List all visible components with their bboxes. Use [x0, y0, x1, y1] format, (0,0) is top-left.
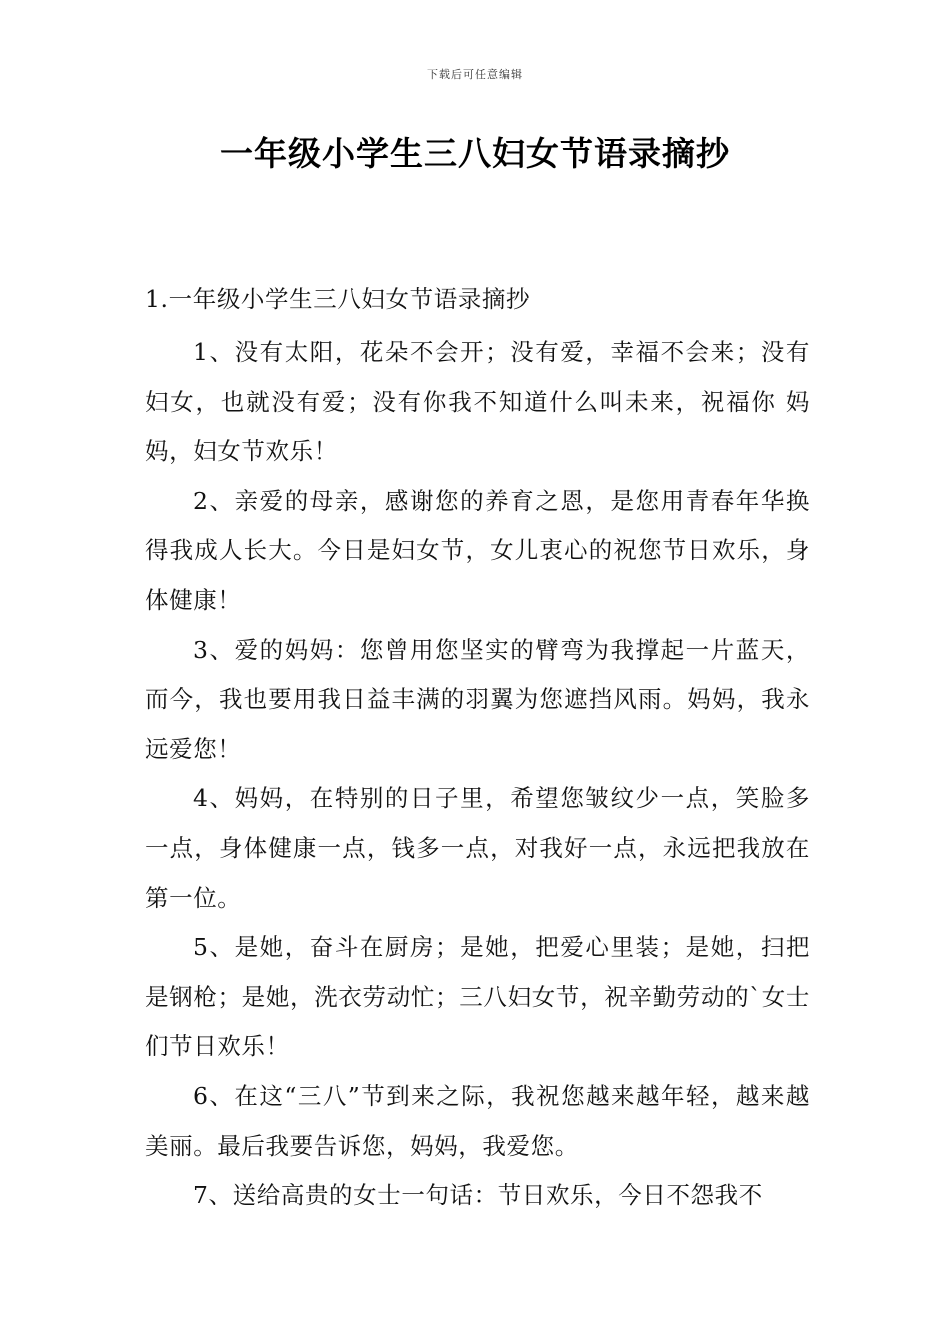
document-title: 一年级小学生三八妇女节语录摘抄: [220, 134, 730, 173]
section-heading: 1.一年级小学生三八妇女节语录摘抄: [145, 285, 531, 313]
paragraph-7: 7、送给高贵的女士一句话：节日欢乐，今日不怨我不: [193, 1181, 763, 1210]
paragraph-6: 6、在这“三八”节到来之际，我祝您越来越年轻，越来越美丽。最后我要告诉您，妈妈，我爱您。: [145, 1081, 810, 1160]
paragraph-3: 3、爱的妈妈：您曾用您坚实的臂弯为我撑起一片蓝天，而今，我也要用我日益丰满的羽翼为您遮挡风雨。妈妈，我永远爱您！: [145, 635, 810, 763]
paragraph-5: 5、是她，奋斗在厨房；是她，把爱心里装；是她，扫把是钢枪；是她，洗衣劳动忙；三八妇女节，祝辛勤劳动的`女士们节日欢乐！: [145, 933, 810, 1061]
header-note: 下载后可任意编辑: [427, 68, 523, 81]
paragraph-2: 2、亲爱的母亲，感谢您的养育之恩，是您用青春年华换得我成人长大。今日是妇女节，女儿衷心的祝您节日欢乐，身体健康！: [145, 486, 810, 614]
paragraph-4: 4、妈妈，在特别的日子里，希望您皱纹少一点，笑脸多一点，身体健康一点，钱多一点，对我好一点，永远把我放在第一位。: [145, 784, 810, 912]
document-body: [145, 282, 810, 1221]
paragraph-1: 1、没有太阳，花朵不会开；没有爱，幸福不会来；没有妇女，也就没有爱；没有你我不知道什么叫未来，祝福你 妈妈，妇女节欢乐！: [145, 338, 810, 466]
